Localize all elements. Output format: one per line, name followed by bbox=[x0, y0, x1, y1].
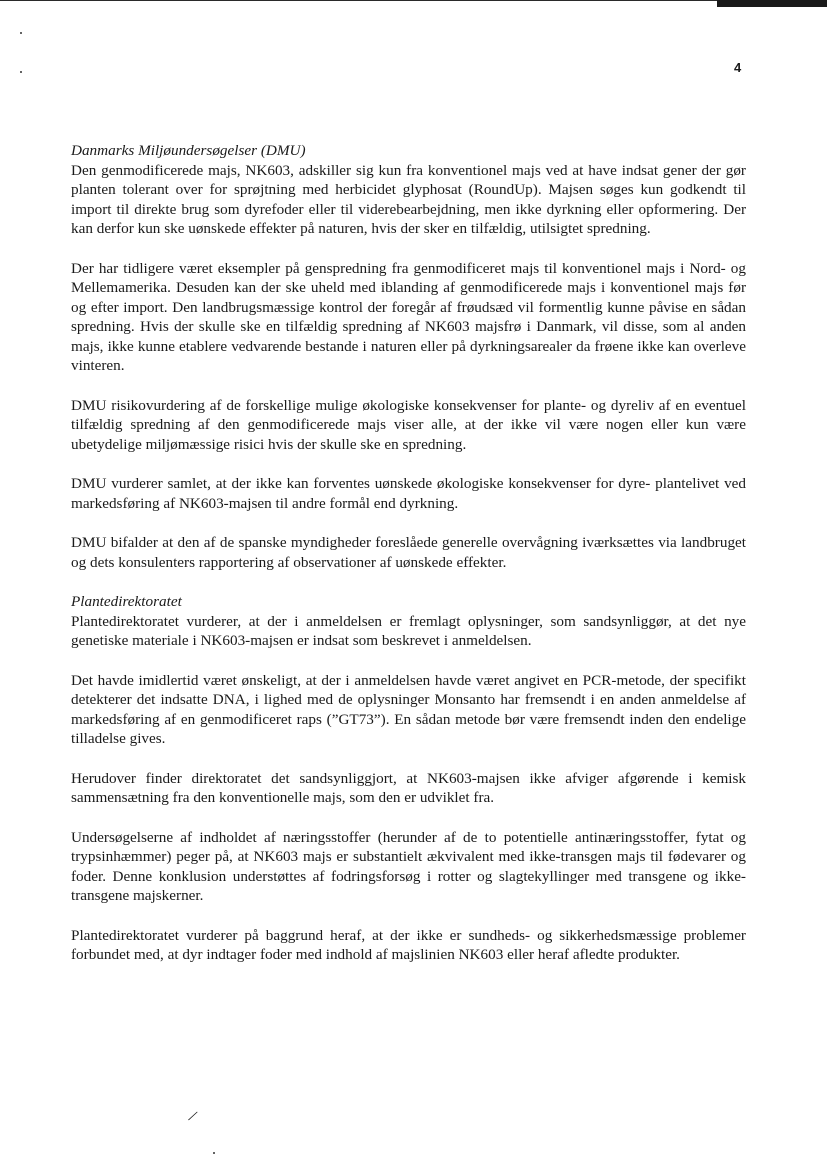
page-number: 4 bbox=[734, 60, 742, 75]
section-plantedirektoratet-p1 bbox=[71, 592, 746, 651]
scan-speck bbox=[20, 71, 22, 73]
scan-speck bbox=[20, 32, 22, 34]
scan-edge bbox=[0, 0, 827, 6]
section-heading-plantedirektoratet: Plantedirektoratet bbox=[71, 593, 182, 610]
stray-pen-mark: / bbox=[187, 1107, 198, 1126]
document-body bbox=[71, 141, 746, 985]
paragraph: DMU risikovurdering af de forskellige mulige økologiske konsekvenser for plante- og dyreliv af en eventuel tilfældig spredning af den genmodificerede majs viser alle, at der ikke vil være nogen eller kun være ubetydelige miljømæssige risici hvis der skulle ske en spredning. bbox=[71, 396, 746, 453]
section-dmu-p1 bbox=[71, 141, 746, 239]
paragraph: Plantedirektoratet vurderer, at der i anmeldelsen er fremlagt oplysninger, som sandsynliggør, at det nye genetiske materiale i NK603-majsen er indsat som beskrevet i anmeldelsen. bbox=[71, 612, 746, 649]
paragraph: Herudover finder direktoratet det sandsynliggjort, at NK603-majsen ikke afviger afgørende i kemisk sammensætning fra den konventionelle majs, som den er udviklet fra. bbox=[71, 769, 746, 806]
paragraph: Der har tidligere været eksempler på genspredning fra genmodificeret majs til konventionel majs i Nord- og Mellemamerika. Desuden kan der ske uheld med iblanding af genmodificerede majs i konventionel majs før og efter import. Den landbrugsmæssige kontrol der foregår af frøudsæd vil formentlig kunne påvise en sådan spredning. Hvis der skulle ske en tilfældig spredning af NK603 majsfrø i Danmark, vil disse, som al anden majs, ikke kunne etablere vedvarende bestande i naturen eller på dyrkningsarealer da frøene ikke kan overleve vinteren. bbox=[71, 259, 746, 374]
paragraph: Det havde imidlertid været ønskeligt, at der i anmeldelsen havde været angivet en PCR-metode, der specifikt detekterer det indsatte DNA, i lighed med de oplysninger Monsanto har fremsendt i en anden anmeldelse af markedsføring af en genmodificeret raps (”GT73”). En sådan metode bør være fremsendt inden den endelige tilladelse gives. bbox=[71, 671, 746, 747]
paragraph: Den genmodificerede majs, NK603, adskiller sig kun fra konventionel majs ved at have indsat gener der gør planten tolerant over for sprøjtning med herbicidet glyphosat (RoundUp). Majsen søges kun godkendt til import til direkte brug som dyrefoder eller til viderebearbejdning, men ikke dyrkning eller opformering. Der kan derfor kun ske uønskede effekter på naturen, hvis der sker en tilfældig, utilsigtet spredning. bbox=[71, 161, 746, 237]
scan-edge-dark bbox=[717, 0, 827, 7]
scan-speck bbox=[213, 1152, 215, 1154]
paragraph: Undersøgelserne af indholdet af næringsstoffer (herunder af de to potentielle antinæringsstoffer, fytat og trypsinhæmmer) peger på, at NK603 majs er substantielt ækvivalent med ikke-transgen majs til fødevarer og foder. Denne konklusion understøttes af fodringsforsøg i rotter og slagtekyllinger med transgene og ikke-transgene majskerner. bbox=[71, 828, 746, 904]
paragraph: DMU vurderer samlet, at der ikke kan forventes uønskede økologiske konsekvenser for dyre- plantelivet ved markedsføring af NK603-majsen til andre formål end dyrkning. bbox=[71, 475, 746, 512]
paragraph: DMU bifalder at den af de spanske myndigheder foreslåede generelle overvågning iværksættes via landbruget og dets konsulenters rapportering af observationer af uønskede effekter. bbox=[71, 534, 746, 571]
section-heading-dmu: Danmarks Miljøundersøgelser (DMU) bbox=[71, 142, 306, 159]
paragraph: Plantedirektoratet vurderer på baggrund heraf, at der ikke er sundheds- og sikkerhedsmæssige problemer forbundet med, at dyr indtager foder med indhold af majslinien NK603 eller heraf afledte produkter. bbox=[71, 926, 746, 963]
